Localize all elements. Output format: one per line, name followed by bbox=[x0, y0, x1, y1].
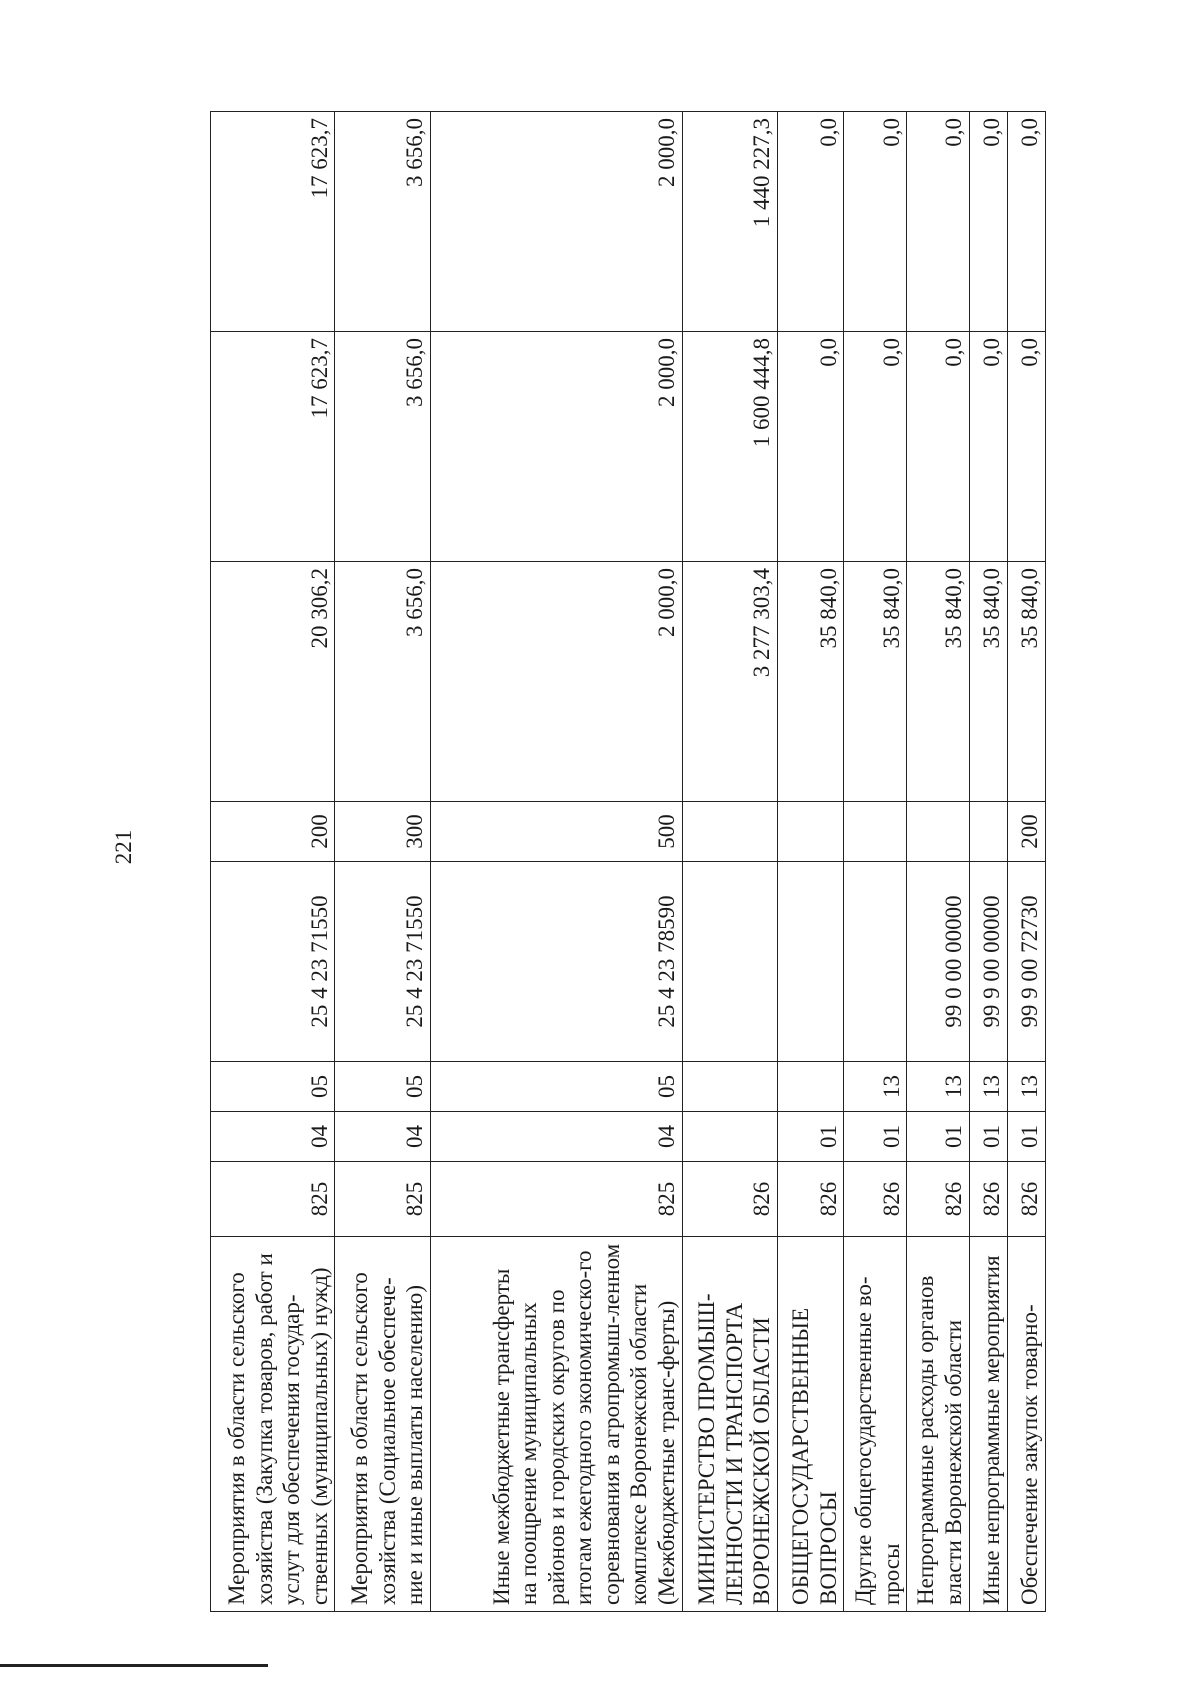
cell-csr: 25 4 23 71550 bbox=[335, 862, 430, 1062]
row-name: Обеспечение закупок товарно- bbox=[1007, 1237, 1045, 1612]
cell-value-2: 0,0 bbox=[777, 332, 843, 562]
cell-value-3: 0,0 bbox=[844, 112, 907, 332]
row-name: ОБЩЕГОСУДАРСТВЕННЫЕ ВОПРОСЫ bbox=[777, 1237, 843, 1612]
cell-value-2: 1 600 444,8 bbox=[682, 332, 777, 562]
cell-value-1: 35 840,0 bbox=[907, 562, 969, 802]
table-row bbox=[335, 112, 430, 1612]
table-row bbox=[682, 112, 777, 1612]
table-row bbox=[844, 112, 907, 1612]
cell-gr: 826 bbox=[844, 1162, 907, 1237]
cell-rz bbox=[682, 1112, 777, 1162]
page-number: 221 bbox=[111, 829, 136, 865]
cell-value-3: 17 623,7 bbox=[211, 112, 335, 332]
footnote-separator bbox=[0, 1664, 268, 1667]
budget-table-rotated bbox=[210, 112, 1046, 1612]
cell-vr bbox=[682, 802, 777, 862]
cell-value-2: 0,0 bbox=[969, 332, 1007, 562]
cell-pr: 05 bbox=[430, 1062, 682, 1112]
cell-csr bbox=[777, 862, 843, 1062]
table-row bbox=[907, 112, 969, 1612]
row-name: Мероприятия в области сельского хозяйства (Социальное обеспече-ние и иные выплаты населению) bbox=[335, 1237, 430, 1612]
cell-rz: 01 bbox=[777, 1112, 843, 1162]
table-row bbox=[211, 112, 335, 1612]
table-row bbox=[969, 112, 1007, 1612]
cell-value-2: 2 000,0 bbox=[430, 332, 682, 562]
cell-value-3: 0,0 bbox=[969, 112, 1007, 332]
cell-pr: 13 bbox=[907, 1062, 969, 1112]
cell-value-2: 0,0 bbox=[907, 332, 969, 562]
cell-rz: 04 bbox=[430, 1112, 682, 1162]
cell-pr: 13 bbox=[844, 1062, 907, 1112]
cell-rz: 01 bbox=[844, 1112, 907, 1162]
cell-vr: 500 bbox=[430, 802, 682, 862]
cell-csr: 25 4 23 71550 bbox=[211, 862, 335, 1062]
row-name: Непрограммные расходы органов власти Воронежской области bbox=[907, 1237, 969, 1612]
cell-vr bbox=[777, 802, 843, 862]
cell-pr: 13 bbox=[1007, 1062, 1045, 1112]
cell-value-1: 35 840,0 bbox=[777, 562, 843, 802]
row-name: Мероприятия в области сельского хозяйства (Закупка товаров, работ и услут для обеспечения государ-ственных (муниципальных) нужд) bbox=[211, 1237, 335, 1612]
cell-pr bbox=[682, 1062, 777, 1112]
cell-vr bbox=[844, 802, 907, 862]
cell-gr: 825 bbox=[211, 1162, 335, 1237]
cell-gr: 826 bbox=[1007, 1162, 1045, 1237]
cell-rz: 01 bbox=[1007, 1112, 1045, 1162]
cell-value-2: 0,0 bbox=[1007, 332, 1045, 562]
cell-value-2: 17 623,7 bbox=[211, 332, 335, 562]
cell-gr: 826 bbox=[969, 1162, 1007, 1237]
row-name: Иные непрограммные мероприятия bbox=[969, 1237, 1007, 1612]
budget-table bbox=[210, 111, 1046, 1612]
cell-vr bbox=[907, 802, 969, 862]
table-row bbox=[430, 112, 682, 1612]
cell-gr: 825 bbox=[430, 1162, 682, 1237]
table-row bbox=[1007, 112, 1045, 1612]
cell-vr: 200 bbox=[1007, 802, 1045, 862]
cell-vr bbox=[969, 802, 1007, 862]
cell-value-3: 0,0 bbox=[1007, 112, 1045, 332]
cell-value-2: 3 656,0 bbox=[335, 332, 430, 562]
cell-value-3: 1 440 227,3 bbox=[682, 112, 777, 332]
cell-value-1: 35 840,0 bbox=[1007, 562, 1045, 802]
cell-value-1: 35 840,0 bbox=[844, 562, 907, 802]
cell-csr: 25 4 23 78590 bbox=[430, 862, 682, 1062]
cell-csr: 99 9 00 72730 bbox=[1007, 862, 1045, 1062]
cell-csr bbox=[844, 862, 907, 1062]
cell-pr bbox=[777, 1062, 843, 1112]
cell-pr: 05 bbox=[335, 1062, 430, 1112]
cell-value-1: 35 840,0 bbox=[969, 562, 1007, 802]
cell-value-3: 3 656,0 bbox=[335, 112, 430, 332]
cell-value-1: 3 277 303,4 bbox=[682, 562, 777, 802]
cell-gr: 825 bbox=[335, 1162, 430, 1237]
cell-value-1: 2 000,0 bbox=[430, 562, 682, 802]
cell-rz: 04 bbox=[335, 1112, 430, 1162]
cell-csr: 99 0 00 00000 bbox=[907, 862, 969, 1062]
cell-gr: 826 bbox=[777, 1162, 843, 1237]
row-name: Другие общегосударственные во-просы bbox=[844, 1237, 907, 1612]
cell-value-3: 0,0 bbox=[777, 112, 843, 332]
cell-value-1: 3 656,0 bbox=[335, 562, 430, 802]
row-name: МИНИСТЕРСТВО ПРОМЫШ-ЛЕННОСТИ И ТРАНСПОРТА ВОРОНЕЖСКОЙ ОБЛАСТИ bbox=[682, 1237, 777, 1612]
cell-value-1: 20 306,2 bbox=[211, 562, 335, 802]
cell-vr: 200 bbox=[211, 802, 335, 862]
cell-value-2: 0,0 bbox=[844, 332, 907, 562]
cell-gr: 826 bbox=[907, 1162, 969, 1237]
cell-rz: 04 bbox=[211, 1112, 335, 1162]
row-name: Иные межбюджетные трансферты на поощрение муниципальных районов и городских округов по итогам ежегодного экономическо-го соревнования в агропромыш-ленном комплексе Воронежской области (Межбюджетные транс-ферты) bbox=[430, 1237, 682, 1612]
cell-csr bbox=[682, 862, 777, 1062]
cell-vr: 300 bbox=[335, 802, 430, 862]
cell-pr: 13 bbox=[969, 1062, 1007, 1112]
table-row bbox=[777, 112, 843, 1612]
cell-csr: 99 9 00 00000 bbox=[969, 862, 1007, 1062]
cell-rz: 01 bbox=[907, 1112, 969, 1162]
cell-gr: 826 bbox=[682, 1162, 777, 1237]
cell-pr: 05 bbox=[211, 1062, 335, 1112]
cell-value-3: 0,0 bbox=[907, 112, 969, 332]
cell-value-3: 2 000,0 bbox=[430, 112, 682, 332]
cell-rz: 01 bbox=[969, 1112, 1007, 1162]
